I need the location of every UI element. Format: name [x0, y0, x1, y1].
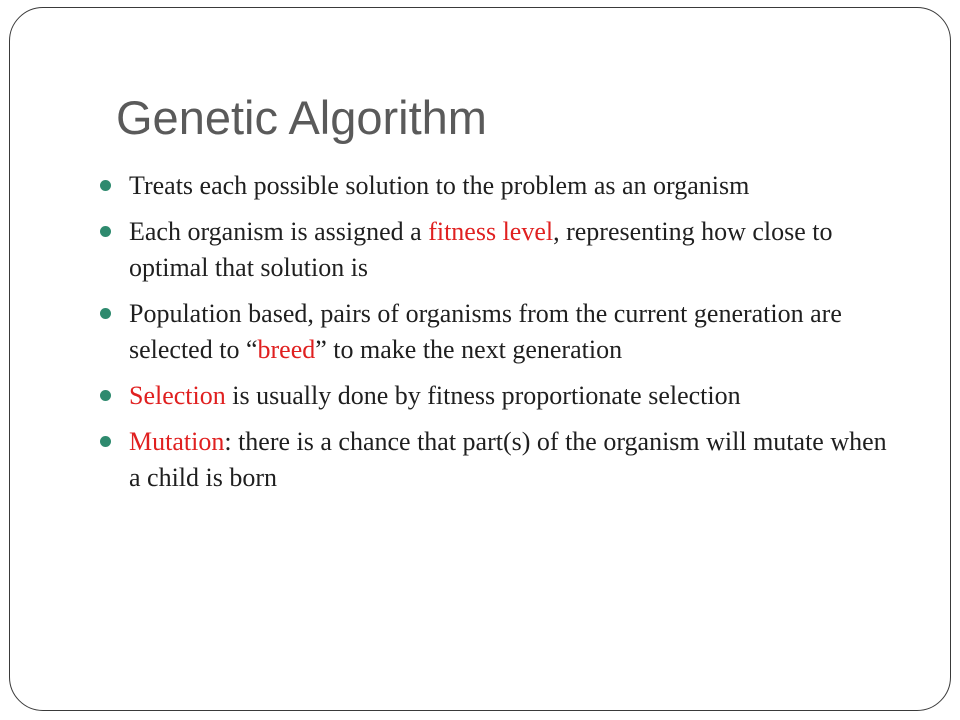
bullet-item	[100, 378, 890, 414]
highlighted-term: breed	[257, 335, 316, 364]
bullet-dot-icon	[100, 308, 111, 319]
bullet-text	[129, 381, 741, 410]
slide-frame	[9, 7, 951, 711]
bullet-dot-icon	[100, 390, 111, 401]
bullet-text-segment: ” to make the next generation	[315, 335, 623, 364]
bullet-text-segment: Treats each possible solution to the problem as an organism	[129, 171, 750, 200]
bullet-dot-icon	[100, 436, 111, 447]
bullet-text	[129, 171, 749, 200]
slide-title: Genetic Algorithm	[116, 91, 487, 144]
bullet-text	[129, 427, 887, 492]
bullet-item	[100, 296, 890, 368]
bullet-item	[100, 168, 890, 204]
bullet-text	[129, 299, 842, 364]
highlighted-term: fitness level	[428, 217, 554, 246]
highlighted-term: Selection	[129, 381, 226, 410]
bullet-item	[100, 424, 890, 496]
bullet-text-segment: is usually done by fitness proportionate selection	[225, 381, 741, 410]
bullet-list	[100, 168, 890, 506]
bullet-text-segment: Each organism is assigned a	[129, 217, 429, 246]
bullet-item	[100, 214, 890, 286]
bullet-text-segment: : there is a chance that part(s) of the organism will mutate when a child is born	[129, 427, 887, 492]
bullet-dot-icon	[100, 226, 111, 237]
bullet-dot-icon	[100, 180, 111, 191]
bullet-text-segment: Population based, pairs of organisms from the current generation are selected to “	[129, 299, 842, 364]
highlighted-term: Mutation	[129, 427, 225, 456]
bullet-text	[129, 217, 833, 282]
bullet-text-segment: , representing how close to optimal that solution is	[129, 217, 833, 282]
